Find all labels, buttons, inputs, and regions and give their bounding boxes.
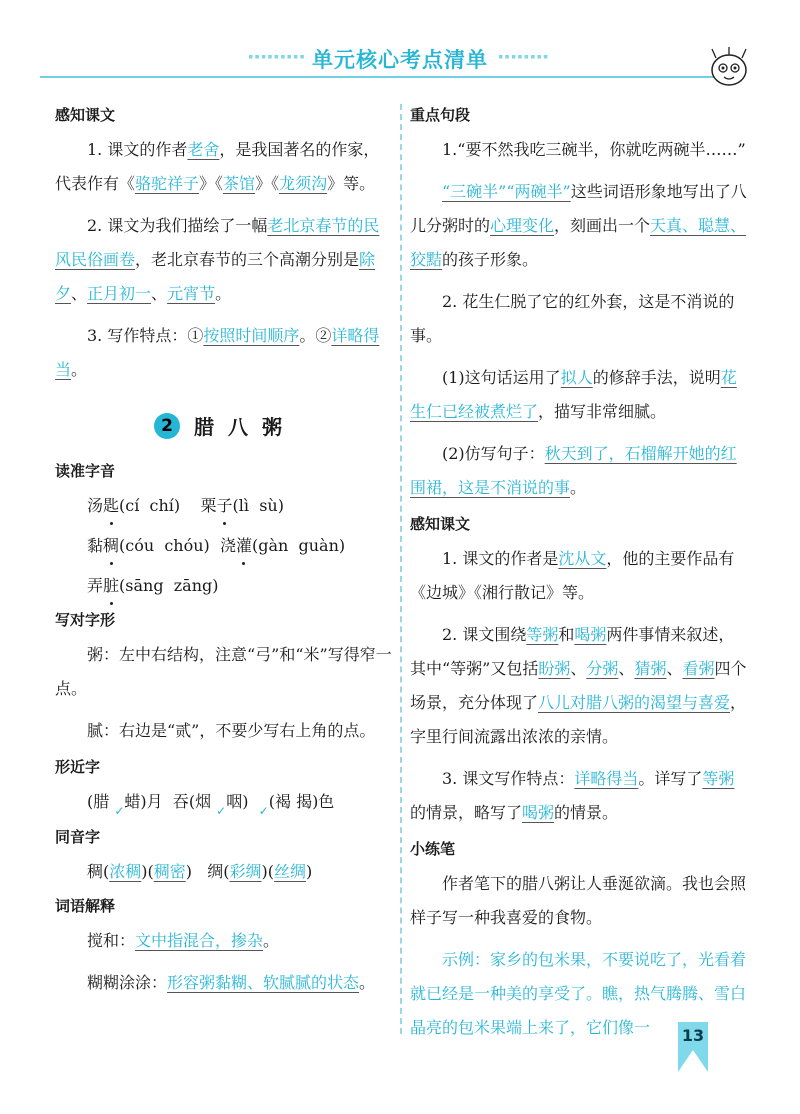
answer: 详略得当 — [574, 769, 639, 788]
answer: 茶馆 — [223, 174, 256, 193]
paragraph: 1.“要不然我吃三碗半，你就吃两碗半……” — [442, 140, 746, 159]
paragraph: 2. 课文为我们描绘了一幅老北京春节的民风民俗画卷，老北京春节的三个高潮分别是除夕、正月初一、元宵节。 — [55, 216, 380, 303]
page-tab-ribbon — [678, 1050, 708, 1072]
paragraph: “三碗半”“两碗半”这些词语形象地写出了八儿分粥时的心理变化，刻画出一个天真、聪慧、狡黠的孩子形象。 — [410, 182, 747, 269]
pronunciation-line: 弄脏(sāng zāng) — [55, 569, 395, 603]
lesson-name: 腊八粥 — [194, 415, 296, 439]
paragraph: (1)这句话运用了拟人的修辞手法，说明花生仁已经被煮烂了，描写非常细腻。 — [410, 368, 737, 421]
paragraph: 2. 花生仁脱了它的红外套，这是不消说的事。 — [410, 292, 735, 345]
header-dashes-right: ▪▪▪▪▪▪▪▪ — [498, 52, 550, 62]
answer: 元宵节 — [167, 284, 216, 303]
example-paragraph: 示例：家乡的包米果，不要说吃了，光看着就已经是一种美的享受了。瞧，热气腾腾、雪白晶亮的包米果端上来了，它们像一 — [410, 950, 747, 1037]
answer: 喝粥 — [574, 625, 607, 644]
answer: 龙须沟 — [279, 174, 328, 193]
answer: 文中指混合，掺杂 — [135, 931, 264, 950]
answer: 除夕 — [55, 250, 376, 303]
section-heading: 感知课文 — [55, 106, 116, 124]
answer: 按照时间顺序 — [203, 326, 300, 345]
paragraph: 糊糊涂涂：形容粥黏糊、软腻腻的状态。 — [87, 973, 376, 992]
paragraph: 粥：左中右结构，注意“弓”和“米”写得窄一点。 — [55, 645, 392, 698]
answer: 天真、聪慧、狡黠 — [410, 216, 747, 269]
check-icon: ✓ — [258, 804, 269, 818]
answer: 喝粥 — [522, 803, 555, 822]
section-heading: 写对字形 — [55, 611, 116, 629]
section-heading: 同音字 — [55, 828, 101, 846]
section-heading: 形近字 — [55, 758, 101, 776]
answer: “三碗半”“两碗半” — [442, 182, 571, 201]
paragraph: 腻：右边是“贰”，不要少写右上角的点。 — [87, 721, 376, 740]
lesson-number-badge: 2 — [154, 413, 180, 439]
answer: 丝绸 — [274, 862, 307, 881]
similar-chars-line: (腊 ✓蜡)月 吞(烟 ✓咽) ✓(褐 揭)色 — [55, 785, 395, 820]
answer: 花生仁已经被煮烂了 — [410, 368, 737, 421]
check-icon: ✓ — [216, 804, 227, 818]
answer: 秋天到了，石榴解开她的红围裙，这是不消说的事 — [410, 444, 737, 497]
page-number: 13 — [678, 1022, 708, 1050]
answer: 彩绸 — [229, 862, 262, 881]
answer: 沈从文 — [558, 549, 607, 568]
answer: 分粥 — [586, 659, 619, 678]
paragraph: 3. 课文写作特点：详略得当。详写了等粥的情景，略写了喝粥的情景。 — [410, 769, 735, 822]
column-divider — [400, 104, 402, 1034]
answer: 稠密 — [153, 862, 186, 881]
section-heading: 感知课文 — [410, 515, 471, 533]
section-heading: 读准字音 — [55, 462, 116, 480]
answer: 骆驼祥子 — [135, 174, 200, 193]
paragraph: 2. 课文围绕等粥和喝粥两件事情来叙述，其中“等粥”又包括盼粥、分粥、猜粥、看粥四个场景，充分体现了八儿对腊八粥的渴望与喜爱，字里行间流露出浓浓的亲情。 — [410, 625, 747, 746]
mascot-icon — [704, 44, 754, 90]
answer: 看粥 — [682, 659, 715, 678]
left-column — [55, 100, 395, 1008]
header-dashes-left: ▪▪▪▪▪▪▪▪▪ — [248, 52, 306, 62]
paragraph: (2)仿写句子：秋天到了，石榴解开她的红围裙，这是不消说的事。 — [410, 444, 737, 497]
section-heading: 重点句段 — [410, 106, 471, 124]
section-heading: 词语解释 — [55, 897, 116, 915]
section-heading: 小练笔 — [410, 840, 456, 858]
answer: 老舍 — [187, 140, 220, 159]
homophone-line: 稠(浓稠)(稠密) 绸(彩绸)(丝绸) — [87, 862, 313, 881]
answer: 详略得当 — [55, 326, 380, 379]
answer: 等粥 — [702, 769, 735, 788]
answer: 正月初一 — [87, 284, 152, 303]
answer: 拟人 — [560, 368, 593, 387]
pronunciation-line: 汤匙(cí chí) 栗子(lì sù) — [55, 489, 395, 523]
paragraph: 3. 写作特点：①按照时间顺序。②详略得当。 — [55, 326, 380, 379]
answer: 心理变化 — [490, 216, 555, 235]
lesson-title — [55, 411, 395, 440]
paragraph: 1. 课文的作者老舍，是我国著名的作家，代表作有《骆驼祥子》《茶馆》《龙须沟》等。 — [55, 140, 380, 193]
header-rule — [40, 76, 740, 78]
answer: 形容粥黏糊、软腻腻的状态 — [167, 973, 360, 992]
answer: 猜粥 — [634, 659, 667, 678]
pronunciation-line: 黏稠(cóu chóu) 浇灌(gàn guàn) — [55, 529, 395, 563]
answer: 等粥 — [526, 625, 559, 644]
right-column — [410, 100, 750, 1053]
answer: 老北京春节的民风民俗画卷 — [55, 216, 380, 269]
header-title: 单元核心考点清单 — [312, 48, 488, 72]
answer: 盼粥 — [538, 659, 571, 678]
answer: 八儿对腊八粥的渴望与喜爱 — [538, 693, 731, 712]
paragraph: 作者笔下的腊八粥让人垂涎欲滴。我也会照样子写一种我喜爱的食物。 — [410, 874, 747, 927]
paragraph: 搅和：文中指混合，掺杂。 — [87, 931, 280, 950]
check-icon: ✓ — [114, 804, 125, 818]
paragraph: 1. 课文的作者是沈从文，他的主要作品有《边城》《湘行散记》等。 — [410, 549, 735, 602]
answer: 浓稠 — [109, 862, 142, 881]
page-header — [200, 44, 600, 74]
